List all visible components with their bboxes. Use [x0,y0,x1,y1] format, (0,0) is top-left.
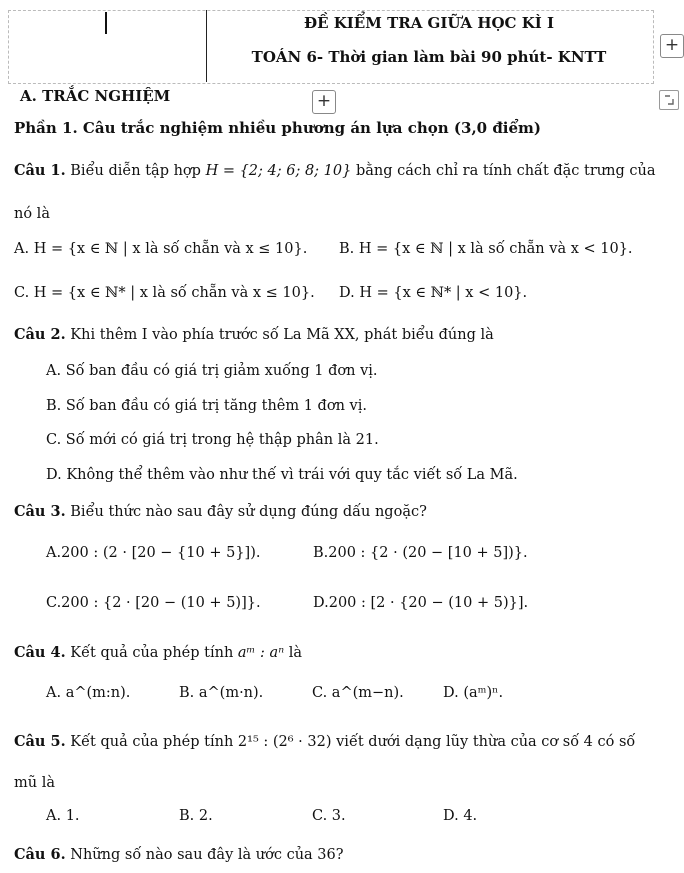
q6-number: Câu 6. [14,846,66,863]
q5-number: Câu 5. [14,733,66,750]
q4-stem-b: là [288,645,302,661]
q2-stem-line [14,326,494,343]
q3-option-b[interactable]: B.200 : {2 · (20 − [10 + 5])}. [313,545,528,561]
q2-option-a[interactable]: A. Số ban đầu có giá trị giảm xuống 1 đơn vị. [46,363,378,379]
q2-option-b[interactable]: B. Số ban đầu có giá trị tăng thêm 1 đơn vị. [46,398,367,414]
q5-stem-b: viết dưới dạng lũy thừa của cơ số 4 có số [336,734,636,750]
add-column-button[interactable] [660,34,684,58]
part1-heading: Phần 1. Câu trắc nghiệm nhiều phương án lựa chọn (3,0 điểm) [14,119,542,137]
q5-stem-line [14,733,635,750]
q5-expression: 2¹⁵ : (2⁶ · 32) [237,734,332,750]
q4-stem-a: Kết quả của phép tính [70,645,234,661]
q2-stem: Khi thêm I vào phía trước số La Mã XX, phát biểu đúng là [70,327,494,343]
section-title: A. TRẮC NGHIỆM [20,87,171,105]
q1-number: Câu 1. [14,162,66,179]
plus-icon: + [316,91,332,111]
q5-stem-c: mũ là [14,775,55,791]
q2-option-c[interactable]: C. Số mới có giá trị trong hệ thập phân là 21. [46,432,379,448]
exam-title: ĐỀ KIỂM TRA GIỮA HỌC KÌ I [303,14,555,32]
q1-option-b[interactable]: B. H = {x ∈ ℕ | x là số chẵn và x < 10}. [339,241,633,257]
q3-stem: Biểu thức nào sau đây sử dụng đúng dấu ngoặc? [70,504,427,520]
q1-option-a[interactable]: A. H = {x ∈ ℕ | x là số chẵn và x ≤ 10}. [14,241,308,257]
exam-subtitle: TOÁN 6- Thời gian làm bài 90 phút- KNTT [251,48,607,66]
q1-stem-line [14,162,655,179]
plus-icon: + [664,35,680,55]
q3-option-a[interactable]: A.200 : (2 · [20 − {10 + 5}]). [46,545,261,561]
q1-stem-b: bằng cách chỉ ra tính chất đặc trưng của [355,163,656,179]
q6-stem-line [14,846,344,863]
q3-number: Câu 3. [14,503,66,520]
q3-option-c[interactable]: C.200 : {2 · [20 − (10 + 5)]}. [46,595,261,611]
q5-option-d[interactable]: D. 4. [443,808,478,824]
q6-stem: Những số nào sau đây là ước của 36? [70,847,344,863]
q4-option-b[interactable]: B. a^(m·n). [179,685,264,701]
q1-stem-a: Biểu diễn tập hợp [70,163,201,179]
q4-option-c[interactable]: C. a^(m−n). [312,685,404,701]
resize-corner-icon[interactable] [659,90,679,110]
q5-option-c[interactable]: C. 3. [312,808,346,824]
q5-stem-a: Kết quả của phép tính [70,734,234,750]
text-cursor [105,12,107,34]
q2-option-d[interactable]: D. Không thể thêm vào như thế vì trái với quy tắc viết số La Mã. [46,467,518,483]
q2-number: Câu 2. [14,326,66,343]
add-row-button[interactable] [312,90,336,114]
q4-option-a[interactable]: A. a^(m:n). [46,685,131,701]
q1-option-c[interactable]: C. H = {x ∈ ℕ* | x là số chẵn và x ≤ 10}. [14,285,315,301]
q5-option-b[interactable]: B. 2. [179,808,213,824]
q1-stem-c: nó là [14,206,50,222]
q1-set-expression: H = {2; 4; 6; 8; 10} [205,163,352,179]
q3-stem-line [14,503,427,520]
q4-option-d[interactable]: D. (aᵐ)ⁿ. [443,685,504,701]
q4-number: Câu 4. [14,644,66,661]
q4-stem-line [14,644,302,661]
q5-option-a[interactable]: A. 1. [46,808,80,824]
q3-option-d[interactable]: D.200 : [2 · {20 − (10 + 5)}]. [313,595,529,611]
q1-option-d[interactable]: D. H = {x ∈ ℕ* | x < 10}. [339,285,528,301]
q4-expression: aᵐ : aⁿ [237,645,285,661]
